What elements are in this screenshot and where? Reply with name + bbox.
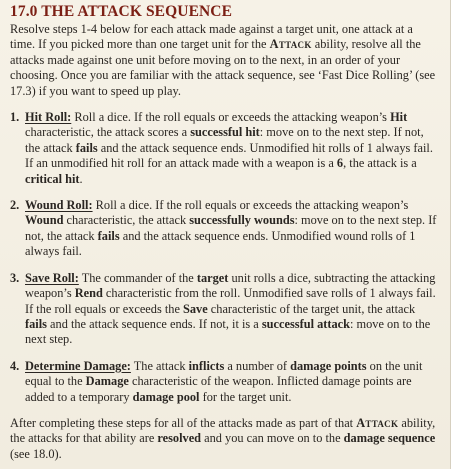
step-keyword: successfully wounds <box>189 213 295 228</box>
step-keyword: Hit <box>390 110 408 125</box>
step-text: and the attack sequence ends. If not, it is a <box>46 316 262 331</box>
step-keyword: Wound <box>25 213 64 228</box>
step-text: The attack <box>130 358 189 373</box>
step-text: unit rolls a dice, subtracting the attacking weapon’s <box>25 270 436 301</box>
step-text: Roll a dice. If the roll equals or exceeds the attacking weapon’s <box>71 110 391 125</box>
step-text: and the attack sequence ends. Unmodified hit rolls of 1 always fail. If an unmodified hit roll for an attack made with a weapon is a <box>25 140 433 171</box>
outro-text: and you can move on to the <box>201 431 344 446</box>
step-keyword: 6 <box>336 156 344 171</box>
step-text: a number of <box>224 358 291 373</box>
step-determine-damage <box>10 359 440 405</box>
step-keyword: Save <box>183 301 208 316</box>
step-body <box>25 359 440 405</box>
step-title: Save Roll: <box>25 270 79 285</box>
step-keyword: fails <box>75 140 98 155</box>
step-text: . <box>79 171 83 186</box>
step-title: Determine Damage: <box>25 358 131 373</box>
intro-text-cont: ability, resolve all the attacks made against one unit before moving on to the next, in an order of your choosing. Once you are familiar with the attack sequence, see ‘Fast Dice Rolling’ (see 17.3) if you want to speed up play. <box>10 37 436 98</box>
step-number: 1. <box>10 110 20 125</box>
step-text: , the attack is a <box>343 156 417 171</box>
step-keyword: damage points <box>290 358 367 373</box>
step-save-roll <box>10 271 440 348</box>
step-text: characteristic from the roll. Unmodified save rolls of 1 always fail. If the roll equals or exceeds the <box>25 286 436 316</box>
step-text: characteristic of the weapon. Inflicted damage points are added to a temporary <box>25 374 412 404</box>
step-body <box>25 198 440 260</box>
outro-text: After completing these steps for all of the attacks made as part of that <box>10 415 357 430</box>
step-title: Wound Roll: <box>25 198 93 213</box>
attack-ability-keyword: Attack <box>356 415 399 430</box>
step-keyword: Damage <box>85 374 129 389</box>
step-text: characteristic of the target unit, the attack <box>207 301 416 316</box>
step-number: 2. <box>10 198 20 213</box>
outro-text: ability, the attacks for that ability are <box>10 415 436 446</box>
step-keyword: successful attack <box>261 316 350 331</box>
step-text: Roll a dice. If the roll equals or exceeds the attacking weapon’s <box>92 198 409 213</box>
step-title: Hit Roll: <box>25 110 72 125</box>
outro-keyword: damage sequence <box>343 431 436 446</box>
step-text: for the target unit. <box>199 389 292 404</box>
outro-keyword: resolved <box>157 431 202 446</box>
step-keyword: inflicts <box>188 358 225 373</box>
step-text: on the unit equal to the <box>25 358 423 389</box>
outro-text: (see 18.0). <box>10 446 62 461</box>
section-heading: 17.0 THE ATTACK SEQUENCE <box>10 3 233 20</box>
step-text: : move on to the next step. <box>25 316 431 347</box>
step-keyword: damage pool <box>132 389 200 404</box>
intro-text: Resolve steps 1-4 below for each attack made against a target unit, one attack at a time. If you picked more than one target unit for the <box>10 22 413 52</box>
step-keyword: fails <box>25 316 47 331</box>
step-keyword: critical hit <box>25 171 80 186</box>
step-text: and the attack sequence ends. Unmodified wound rolls of 1 always fail. <box>25 228 416 259</box>
step-wound-roll <box>10 198 440 260</box>
step-number: 3. <box>10 270 20 285</box>
step-keyword: fails <box>97 228 120 243</box>
outro-paragraph <box>10 416 440 462</box>
step-keyword: Rend <box>74 286 103 301</box>
attack-ability-keyword: Attack <box>269 37 312 52</box>
step-number: 4. <box>10 358 20 373</box>
step-hit-roll <box>10 110 440 187</box>
step-text: characteristic, the attack scores a <box>25 125 191 140</box>
step-text: : move on to the next step. If not, the attack <box>25 213 437 243</box>
attack-steps-list <box>10 110 440 405</box>
step-keyword: target <box>196 270 229 285</box>
step-text: The commander of the <box>78 270 197 285</box>
step-text: : move on to the next step. If not, the attack <box>25 125 424 155</box>
step-keyword: successful hit <box>190 125 260 140</box>
intro-paragraph <box>10 22 440 99</box>
step-body <box>25 110 440 187</box>
step-body <box>25 271 440 348</box>
step-text: characteristic, the attack <box>63 213 190 228</box>
